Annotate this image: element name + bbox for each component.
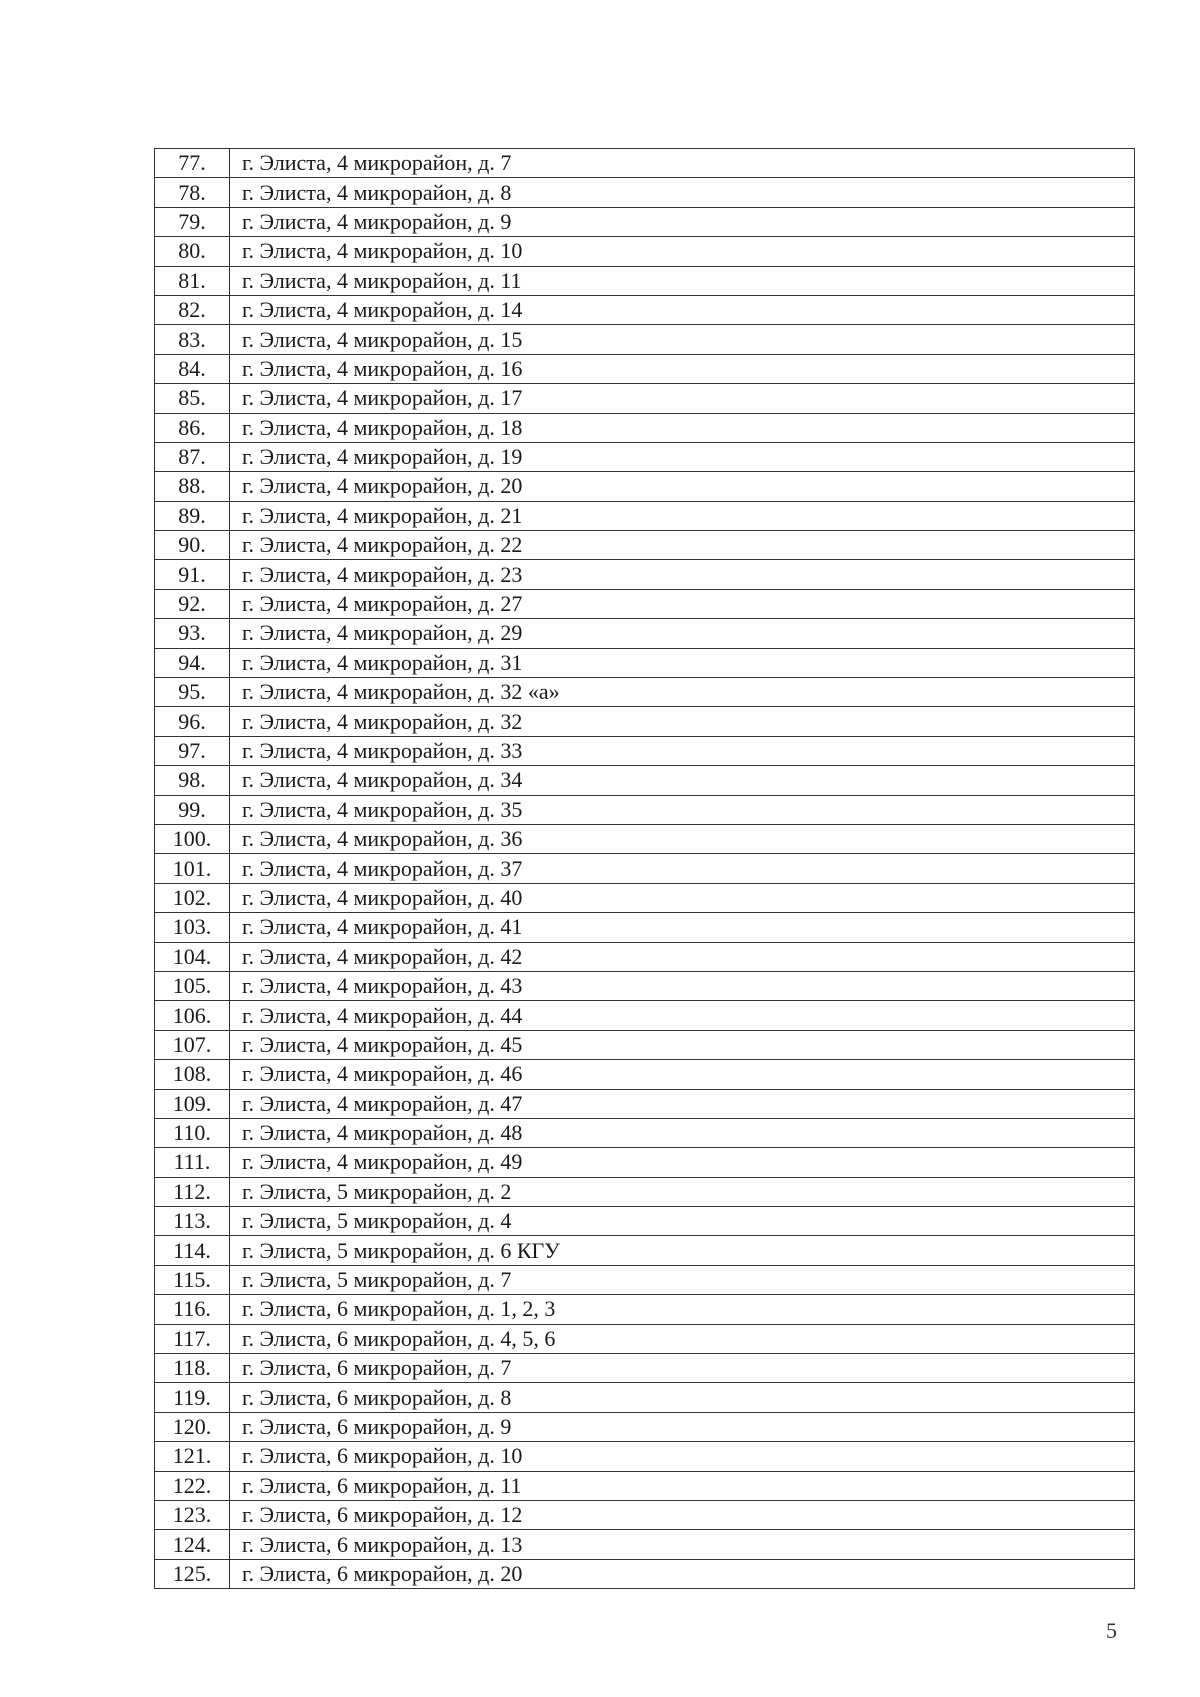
row-number-cell: 96. — [155, 707, 230, 736]
table-row — [155, 149, 1135, 178]
table-row — [155, 1442, 1135, 1471]
table-row — [155, 942, 1135, 971]
row-number-cell: 108. — [155, 1060, 230, 1089]
table-row — [155, 1118, 1135, 1147]
table-row — [155, 736, 1135, 765]
row-number-cell: 109. — [155, 1089, 230, 1118]
table-row — [155, 1177, 1135, 1206]
address-cell: г. Элиста, 4 микрорайон, д. 43 — [230, 971, 1135, 1000]
table-row — [155, 913, 1135, 942]
table-row — [155, 384, 1135, 413]
row-number-cell: 82. — [155, 295, 230, 324]
address-cell: г. Элиста, 4 микрорайон, д. 21 — [230, 501, 1135, 530]
address-cell: г. Элиста, 6 микрорайон, д. 4, 5, 6 — [230, 1324, 1135, 1353]
table-row — [155, 1412, 1135, 1441]
address-cell: г. Элиста, 4 микрорайон, д. 8 — [230, 178, 1135, 207]
row-number-cell: 101. — [155, 854, 230, 883]
address-cell: г. Элиста, 6 микрорайон, д. 10 — [230, 1442, 1135, 1471]
address-cell: г. Элиста, 5 микрорайон, д. 7 — [230, 1265, 1135, 1294]
row-number-cell: 121. — [155, 1442, 230, 1471]
row-number-cell: 122. — [155, 1471, 230, 1500]
row-number-cell: 103. — [155, 913, 230, 942]
table-row — [155, 589, 1135, 618]
address-cell: г. Элиста, 4 микрорайон, д. 27 — [230, 589, 1135, 618]
row-number-cell: 106. — [155, 1001, 230, 1030]
table-row — [155, 1060, 1135, 1089]
row-number-cell: 81. — [155, 266, 230, 295]
table-row — [155, 1471, 1135, 1500]
row-number-cell: 110. — [155, 1118, 230, 1147]
row-number-cell: 92. — [155, 589, 230, 618]
address-cell: г. Элиста, 4 микрорайон, д. 14 — [230, 295, 1135, 324]
address-cell: г. Элиста, 4 микрорайон, д. 36 — [230, 824, 1135, 853]
row-number-cell: 85. — [155, 384, 230, 413]
address-cell: г. Элиста, 5 микрорайон, д. 6 КГУ — [230, 1236, 1135, 1265]
address-cell: г. Элиста, 4 микрорайон, д. 45 — [230, 1030, 1135, 1059]
address-cell: г. Элиста, 4 микрорайон, д. 32 — [230, 707, 1135, 736]
address-cell: г. Элиста, 4 микрорайон, д. 19 — [230, 442, 1135, 471]
address-table-body — [155, 149, 1135, 1589]
address-cell: г. Элиста, 4 микрорайон, д. 44 — [230, 1001, 1135, 1030]
row-number-cell: 93. — [155, 619, 230, 648]
row-number-cell: 117. — [155, 1324, 230, 1353]
address-cell: г. Элиста, 4 микрорайон, д. 47 — [230, 1089, 1135, 1118]
row-number-cell: 123. — [155, 1500, 230, 1529]
address-cell: г. Элиста, 4 микрорайон, д. 11 — [230, 266, 1135, 295]
address-cell: г. Элиста, 4 микрорайон, д. 49 — [230, 1148, 1135, 1177]
table-row — [155, 1500, 1135, 1529]
table-row — [155, 1089, 1135, 1118]
address-table — [154, 148, 1135, 1589]
address-cell: г. Элиста, 4 микрорайон, д. 35 — [230, 795, 1135, 824]
address-cell: г. Элиста, 6 микрорайон, д. 11 — [230, 1471, 1135, 1500]
address-cell: г. Элиста, 4 микрорайон, д. 37 — [230, 854, 1135, 883]
address-cell: г. Элиста, 4 микрорайон, д. 41 — [230, 913, 1135, 942]
address-cell: г. Элиста, 4 микрорайон, д. 10 — [230, 237, 1135, 266]
address-cell: г. Элиста, 4 микрорайон, д. 16 — [230, 354, 1135, 383]
table-row — [155, 648, 1135, 677]
table-row — [155, 501, 1135, 530]
table-row — [155, 1295, 1135, 1324]
table-row — [155, 854, 1135, 883]
row-number-cell: 97. — [155, 736, 230, 765]
table-row — [155, 178, 1135, 207]
address-cell: г. Элиста, 4 микрорайон, д. 23 — [230, 560, 1135, 589]
table-row — [155, 354, 1135, 383]
row-number-cell: 119. — [155, 1383, 230, 1412]
table-row — [155, 1530, 1135, 1559]
row-number-cell: 107. — [155, 1030, 230, 1059]
page-number: 5 — [1106, 1618, 1117, 1643]
address-cell: г. Элиста, 4 микрорайон, д. 33 — [230, 736, 1135, 765]
table-row — [155, 619, 1135, 648]
table-row — [155, 442, 1135, 471]
row-number-cell: 114. — [155, 1236, 230, 1265]
row-number-cell: 125. — [155, 1559, 230, 1588]
row-number-cell: 94. — [155, 648, 230, 677]
address-cell: г. Элиста, 4 микрорайон, д. 31 — [230, 648, 1135, 677]
row-number-cell: 83. — [155, 325, 230, 354]
row-number-cell: 120. — [155, 1412, 230, 1441]
table-row — [155, 1207, 1135, 1236]
row-number-cell: 112. — [155, 1177, 230, 1206]
row-number-cell: 87. — [155, 442, 230, 471]
address-cell: г. Элиста, 4 микрорайон, д. 32 «а» — [230, 678, 1135, 707]
table-row — [155, 1148, 1135, 1177]
address-cell: г. Элиста, 4 микрорайон, д. 40 — [230, 883, 1135, 912]
row-number-cell: 113. — [155, 1207, 230, 1236]
address-cell: г. Элиста, 6 микрорайон, д. 12 — [230, 1500, 1135, 1529]
address-cell: г. Элиста, 4 микрорайон, д. 18 — [230, 413, 1135, 442]
row-number-cell: 79. — [155, 207, 230, 236]
table-row — [155, 1001, 1135, 1030]
table-row — [155, 325, 1135, 354]
table-row — [155, 1030, 1135, 1059]
row-number-cell: 105. — [155, 971, 230, 1000]
address-cell: г. Элиста, 5 микрорайон, д. 2 — [230, 1177, 1135, 1206]
address-cell: г. Элиста, 4 микрорайон, д. 9 — [230, 207, 1135, 236]
row-number-cell: 115. — [155, 1265, 230, 1294]
row-number-cell: 89. — [155, 501, 230, 530]
table-row — [155, 207, 1135, 236]
address-cell: г. Элиста, 4 микрорайон, д. 20 — [230, 472, 1135, 501]
table-row — [155, 1265, 1135, 1294]
address-cell: г. Элиста, 4 микрорайон, д. 46 — [230, 1060, 1135, 1089]
address-cell: г. Элиста, 4 микрорайон, д. 17 — [230, 384, 1135, 413]
table-row — [155, 295, 1135, 324]
row-number-cell: 78. — [155, 178, 230, 207]
address-cell: г. Элиста, 4 микрорайон, д. 42 — [230, 942, 1135, 971]
row-number-cell: 90. — [155, 531, 230, 560]
table-row — [155, 1559, 1135, 1588]
address-cell: г. Элиста, 4 микрорайон, д. 48 — [230, 1118, 1135, 1147]
row-number-cell: 80. — [155, 237, 230, 266]
table-row — [155, 266, 1135, 295]
address-cell: г. Элиста, 6 микрорайон, д. 13 — [230, 1530, 1135, 1559]
address-cell: г. Элиста, 6 микрорайон, д. 20 — [230, 1559, 1135, 1588]
table-row — [155, 678, 1135, 707]
row-number-cell: 95. — [155, 678, 230, 707]
address-cell: г. Элиста, 6 микрорайон, д. 7 — [230, 1354, 1135, 1383]
address-cell: г. Элиста, 5 микрорайон, д. 4 — [230, 1207, 1135, 1236]
row-number-cell: 100. — [155, 824, 230, 853]
address-cell: г. Элиста, 4 микрорайон, д. 7 — [230, 149, 1135, 178]
row-number-cell: 98. — [155, 766, 230, 795]
table-row — [155, 531, 1135, 560]
table-row — [155, 237, 1135, 266]
table-row — [155, 1236, 1135, 1265]
table-row — [155, 795, 1135, 824]
table-row — [155, 413, 1135, 442]
table-row — [155, 560, 1135, 589]
address-cell: г. Элиста, 6 микрорайон, д. 1, 2, 3 — [230, 1295, 1135, 1324]
address-cell: г. Элиста, 4 микрорайон, д. 22 — [230, 531, 1135, 560]
row-number-cell: 118. — [155, 1354, 230, 1383]
row-number-cell: 111. — [155, 1148, 230, 1177]
table-row — [155, 1324, 1135, 1353]
row-number-cell: 88. — [155, 472, 230, 501]
address-cell: г. Элиста, 4 микрорайон, д. 15 — [230, 325, 1135, 354]
row-number-cell: 91. — [155, 560, 230, 589]
row-number-cell: 77. — [155, 149, 230, 178]
row-number-cell: 99. — [155, 795, 230, 824]
row-number-cell: 116. — [155, 1295, 230, 1324]
address-cell: г. Элиста, 6 микрорайон, д. 9 — [230, 1412, 1135, 1441]
address-cell: г. Элиста, 4 микрорайон, д. 34 — [230, 766, 1135, 795]
row-number-cell: 84. — [155, 354, 230, 383]
table-row — [155, 1383, 1135, 1412]
address-cell: г. Элиста, 6 микрорайон, д. 8 — [230, 1383, 1135, 1412]
row-number-cell: 102. — [155, 883, 230, 912]
table-row — [155, 707, 1135, 736]
row-number-cell: 124. — [155, 1530, 230, 1559]
row-number-cell: 86. — [155, 413, 230, 442]
table-row — [155, 824, 1135, 853]
row-number-cell: 104. — [155, 942, 230, 971]
table-row — [155, 472, 1135, 501]
table-row — [155, 971, 1135, 1000]
table-row — [155, 883, 1135, 912]
table-row — [155, 766, 1135, 795]
address-cell: г. Элиста, 4 микрорайон, д. 29 — [230, 619, 1135, 648]
table-row — [155, 1354, 1135, 1383]
